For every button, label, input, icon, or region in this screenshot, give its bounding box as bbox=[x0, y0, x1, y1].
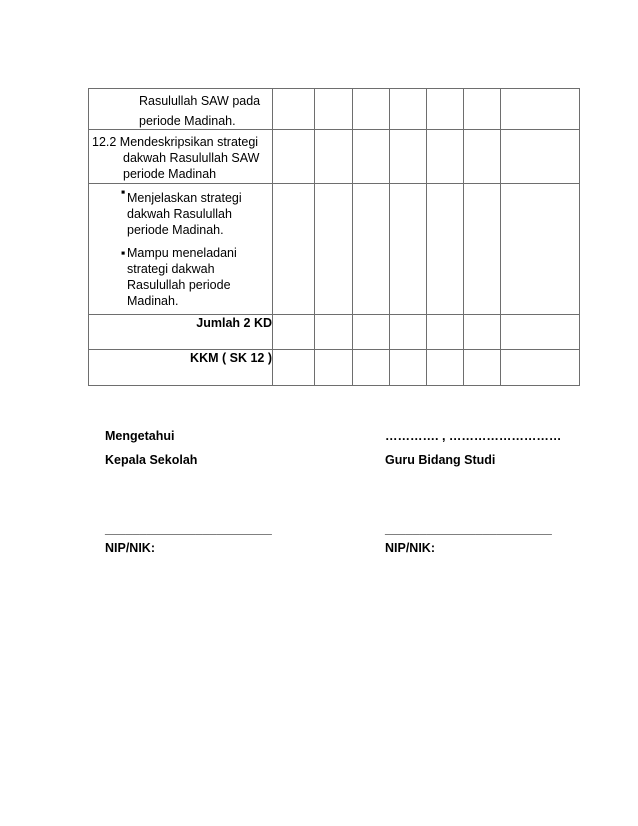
score-cell bbox=[427, 130, 464, 184]
score-cell bbox=[353, 130, 390, 184]
score-cell bbox=[501, 130, 580, 184]
score-cell bbox=[427, 315, 464, 350]
score-cell bbox=[315, 89, 353, 130]
score-cell bbox=[353, 184, 390, 315]
score-cell bbox=[501, 315, 580, 350]
signature-left-acknowledge: Mengetahui bbox=[105, 429, 175, 443]
table-row bbox=[89, 130, 580, 184]
text-line: Madinah. bbox=[127, 294, 179, 308]
signature-right-line: ________________________ bbox=[385, 522, 552, 536]
text-line: Menjelaskan strategi bbox=[127, 191, 242, 205]
signature-right-place-date: …………. , ……………………… bbox=[385, 429, 562, 443]
bullet-icon: ▪ bbox=[121, 185, 126, 199]
kd-assessment-table bbox=[88, 88, 580, 386]
kkm-label: KKM ( SK 12 ) bbox=[89, 350, 273, 386]
text-line: periode Madinah bbox=[123, 167, 217, 181]
text-line: periode Madinah. bbox=[139, 114, 236, 128]
score-cell bbox=[273, 315, 315, 350]
score-cell bbox=[315, 184, 353, 315]
indicator-item bbox=[89, 238, 272, 309]
score-cell bbox=[315, 350, 353, 386]
score-cell bbox=[315, 130, 353, 184]
text-line: Mampu meneladani bbox=[127, 246, 237, 260]
text-line: strategi dakwah bbox=[127, 262, 215, 276]
signature-left-role: Kepala Sekolah bbox=[105, 453, 198, 467]
score-cell bbox=[464, 315, 501, 350]
score-cell bbox=[427, 350, 464, 386]
kd-description-cell bbox=[89, 89, 273, 130]
table-row bbox=[89, 184, 580, 315]
indicator-cell bbox=[89, 184, 273, 315]
score-cell bbox=[273, 130, 315, 184]
score-cell bbox=[501, 184, 580, 315]
score-cell bbox=[273, 89, 315, 130]
signature-right-role: Guru Bidang Studi bbox=[385, 453, 496, 467]
signature-left-line: ________________________ bbox=[105, 522, 272, 536]
score-cell bbox=[464, 130, 501, 184]
score-cell bbox=[353, 315, 390, 350]
text-line: Rasulullah SAW pada bbox=[139, 94, 261, 108]
table-row bbox=[89, 89, 580, 130]
score-cell bbox=[353, 89, 390, 130]
signature-right-nip: NIP/NIK: bbox=[385, 541, 435, 555]
signature-left-nip: NIP/NIK: bbox=[105, 541, 155, 555]
score-cell bbox=[501, 89, 580, 130]
text-line: Rasulullah periode bbox=[127, 278, 231, 292]
text-line: dakwah Rasulullah SAW bbox=[123, 151, 260, 165]
score-cell bbox=[427, 184, 464, 315]
text-line: dakwah Rasulullah bbox=[127, 207, 232, 221]
score-cell bbox=[464, 89, 501, 130]
score-cell bbox=[464, 350, 501, 386]
bullet-icon: ▪ bbox=[121, 246, 126, 260]
score-cell bbox=[464, 184, 501, 315]
score-cell bbox=[315, 315, 353, 350]
table-row bbox=[89, 350, 580, 386]
score-cell bbox=[390, 315, 427, 350]
jumlah-kd-label: Jumlah 2 KD bbox=[89, 315, 273, 350]
table-row bbox=[89, 315, 580, 350]
score-cell bbox=[390, 184, 427, 315]
score-cell bbox=[390, 350, 427, 386]
score-cell bbox=[390, 89, 427, 130]
score-cell bbox=[273, 350, 315, 386]
score-cell bbox=[353, 350, 390, 386]
indicator-item bbox=[89, 184, 272, 238]
text-line: 12.2 Mendeskripsikan strategi bbox=[92, 135, 259, 149]
score-cell bbox=[427, 89, 464, 130]
score-cell bbox=[501, 350, 580, 386]
score-cell bbox=[273, 184, 315, 315]
score-cell bbox=[390, 130, 427, 184]
kd-description-cell bbox=[89, 130, 273, 184]
text-line: periode Madinah. bbox=[127, 223, 224, 237]
